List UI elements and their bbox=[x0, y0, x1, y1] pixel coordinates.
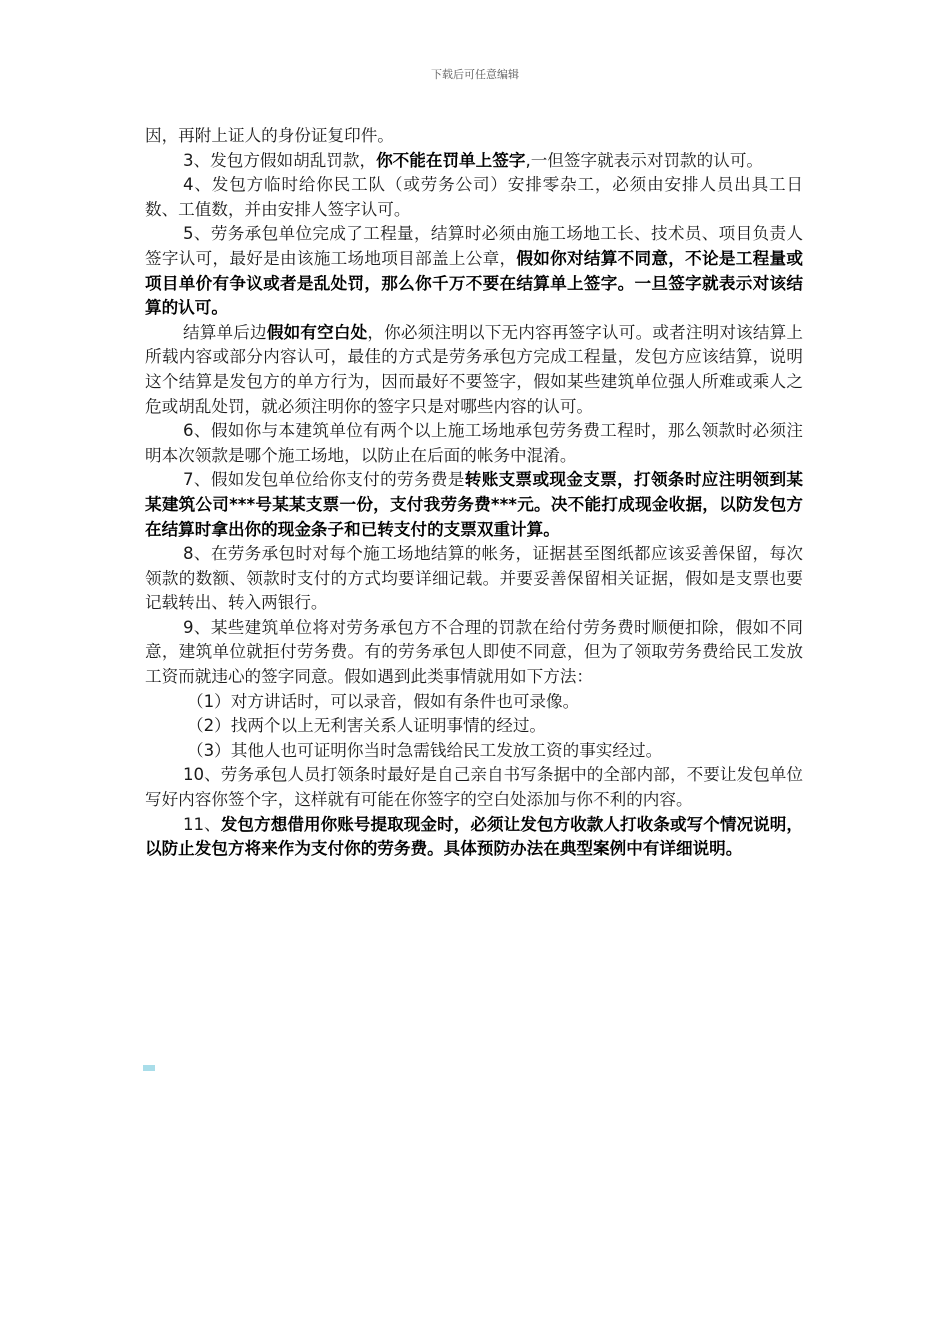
text-run: 结算单后边 bbox=[183, 322, 267, 342]
text-run: 4、发包方临时给你民工队（或劳务公司）安排零杂工，必须由安排人员出具工日数、工值数，并由安排人签字认可。 bbox=[145, 175, 803, 219]
paragraph bbox=[145, 124, 803, 149]
text-run: ，你必须注明以下无内容再签字认可。或者注明对该结算上所载内容或部分内容认可，最佳的方式是劳务承包方完成工程量，发包方应该结算，说明这个结算是发包方的单方行为，因而最好不要签字，假如某些建筑单位强人所难或乘人之危或胡乱处罚，就必须注明你的签字只是对哪些内容的认可。 bbox=[145, 322, 804, 416]
paragraph bbox=[145, 222, 803, 320]
text-run: 9、某些建筑单位将对劳务承包方不合理的罚款在给付劳务费时顺便扣除，假如不同意，建筑单位就拒付劳务费。有的劳务承包人即使不同意，但为了领取劳务费给民工发放工资而就违心的签字同意。假如遇到此类事情就用如下方法： bbox=[145, 617, 803, 687]
paragraph bbox=[145, 616, 803, 690]
text-run: 3、发包方假如胡乱罚款， bbox=[183, 150, 377, 170]
text-run: 10、劳务承包人员打领条时最好是自己亲自书写条据中的全部内部，不要让发包单位写好内容你签个字，这样就有可能在你签字的空白处添加与你不利的内容。 bbox=[145, 765, 803, 810]
text-run: 11、 bbox=[183, 814, 221, 834]
document-body bbox=[145, 124, 803, 862]
text-run: ,一但签字就表示对罚款的认可。 bbox=[525, 150, 764, 170]
list-item bbox=[145, 690, 803, 715]
paragraph bbox=[145, 468, 803, 542]
paragraph bbox=[145, 763, 803, 812]
text-run: 因，再附上证人的身份证复印件。 bbox=[145, 126, 394, 145]
paragraph bbox=[145, 173, 803, 222]
highlight-marker bbox=[143, 1065, 155, 1071]
bold-text: 假如有空白处 bbox=[266, 322, 368, 342]
list-item bbox=[145, 739, 803, 764]
text-run: （1）对方讲话时，可以录音，假如有条件也可录像。 bbox=[187, 691, 580, 711]
bold-text: 转账支票或现金支票，打领条时应注明领到某某建筑公司***号某某支票一份，支付我劳务费***元。决不能打成现金收据，以防发包方在结算时拿出你的现金条子和已转支付的支票双重计算。 bbox=[145, 470, 804, 539]
paragraph bbox=[145, 419, 803, 468]
paragraph bbox=[145, 542, 803, 616]
paragraph bbox=[145, 813, 803, 862]
paragraph bbox=[145, 321, 803, 419]
text-run: （3）其他人也可证明你当时急需钱给民工发放工资的事实经过。 bbox=[187, 740, 663, 760]
text-run: 8、在劳务承包时对每个施工场地结算的帐务，证据甚至图纸都应该妥善保留，每次领款的数额、领款时支付的方式均要详细记载。并要妥善保留相关证据，假如是支票也要记载转出、转入两银行。 bbox=[145, 544, 803, 613]
text-run: 6、假如你与本建筑单位有两个以上施工场地承包劳务费工程时，那么领款时必须注明本次领款是哪个施工场地，以防止在后面的帐务中混淆。 bbox=[145, 421, 803, 465]
text-run: 5、劳务承包单位完成了工程量，结算时必须由施工场地工长、技术员、项目负责人签字认可，最好是由该施工场地项目部盖上公章， bbox=[145, 224, 803, 268]
page-header: 下载后可任意编辑 bbox=[431, 68, 519, 81]
bold-text: 假如你对结算不同意，不论是工程量或项目单价有争议或者是乱处罚，那么你千万不要在结算单上签字。一旦签字就表示对该结算的认可。 bbox=[145, 248, 804, 318]
bold-text: 发包方想借用你账号提取现金时，必须让发包方收款人打收条或写个情况说明，以防止发包方将来作为支付你的劳务费。具体预防办法在典型案例中有详细说明。 bbox=[145, 814, 803, 859]
bold-text: 你不能在罚单上签字 bbox=[376, 150, 526, 170]
text-run: 7、假如发包单位给你支付的劳务费是 bbox=[183, 470, 465, 490]
list-item bbox=[145, 714, 803, 739]
paragraph bbox=[145, 149, 803, 174]
text-run: （2）找两个以上无利害关系人证明事情的经过。 bbox=[187, 716, 547, 736]
